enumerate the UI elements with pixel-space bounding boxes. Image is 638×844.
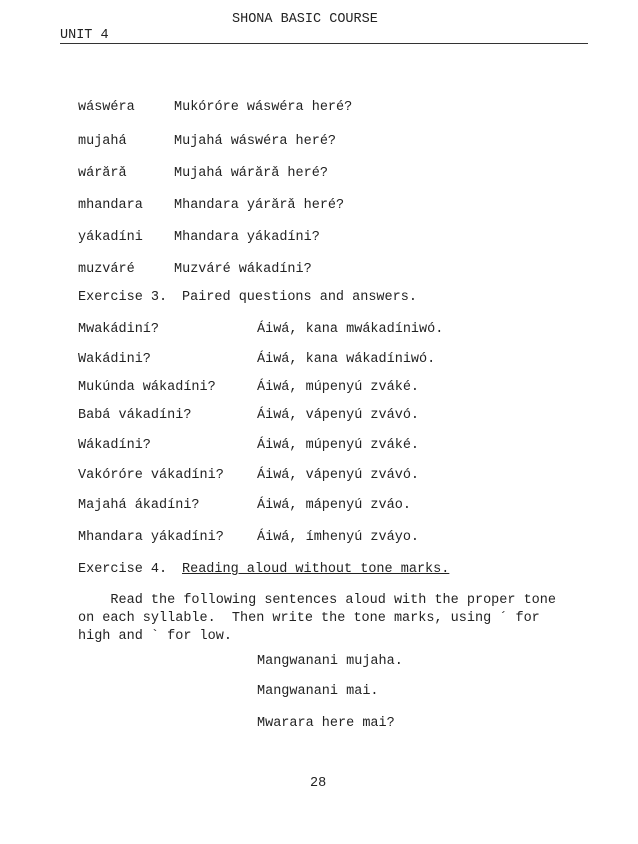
word-left: yákadíni [78, 230, 143, 245]
word-sentence: Mhandara yákadíni? [174, 230, 320, 245]
word-left: wáswéra [78, 100, 135, 115]
exercise-3-label: Exercise 3. [78, 290, 168, 305]
word-sentence: Mhandara yárărǎ heré? [174, 198, 345, 213]
word-left: mhandara [78, 198, 143, 213]
answer: Áiwá, múpenyú zváké. [257, 380, 420, 395]
answer: Áiwá, vápenyú zvávó. [257, 468, 420, 483]
answer: Áiwá, vápenyú zvávó. [257, 408, 420, 423]
instruction-line: Read the following sentences aloud with the proper tone [78, 593, 556, 608]
word-sentence: Mujahá wáswéra heré? [174, 134, 337, 149]
word-sentence: Mukóróre wáswéra heré? [174, 100, 353, 115]
exercise-3-title: Paired questions and answers. [182, 290, 417, 305]
word-sentence: Muzváré wákadíni? [174, 262, 312, 277]
header-rule [60, 43, 588, 44]
exercise-4-title: Reading aloud without tone marks. [182, 562, 450, 577]
answer: Áiwá, kana wákadíniwó. [257, 352, 436, 367]
question: Majahá ákadíni? [78, 498, 200, 513]
answer: Áiwá, ímhenyú zváyo. [257, 530, 420, 545]
instruction-line: high and ` for low. [78, 629, 232, 644]
instruction-line: on each syllable. Then write the tone marks, using ´ for [78, 611, 540, 626]
question: Mhandara yákadíni? [78, 530, 224, 545]
answer: Áiwá, mápenyú zváo. [257, 498, 411, 513]
question: Wákadíni? [78, 438, 151, 453]
question: Vakóróre vákadíni? [78, 468, 224, 483]
word-sentence: Mujahá wárărǎ heré? [174, 166, 328, 181]
practice-sentence: Mangwanani mai. [257, 684, 379, 699]
practice-sentence: Mwarara here mai? [257, 716, 395, 731]
word-left: mujahá [78, 134, 127, 149]
page-number: 28 [310, 776, 327, 791]
question: Mwakádiní? [78, 322, 160, 337]
answer: Áiwá, kana mwákadíniwó. [257, 322, 444, 337]
word-left: muzváré [78, 262, 135, 277]
exercise-4-label: Exercise 4. [78, 562, 168, 577]
unit-label: UNIT 4 [60, 28, 109, 43]
word-left: wárărǎ [78, 166, 127, 181]
question: Wakádini? [78, 352, 151, 367]
course-title: SHONA BASIC COURSE [232, 12, 378, 27]
question: Mukúnda wákadíni? [78, 380, 216, 395]
question: Babá vákadíni? [78, 408, 192, 423]
practice-sentence: Mangwanani mujaha. [257, 654, 403, 669]
answer: Áiwá, múpenyú zváké. [257, 438, 420, 453]
